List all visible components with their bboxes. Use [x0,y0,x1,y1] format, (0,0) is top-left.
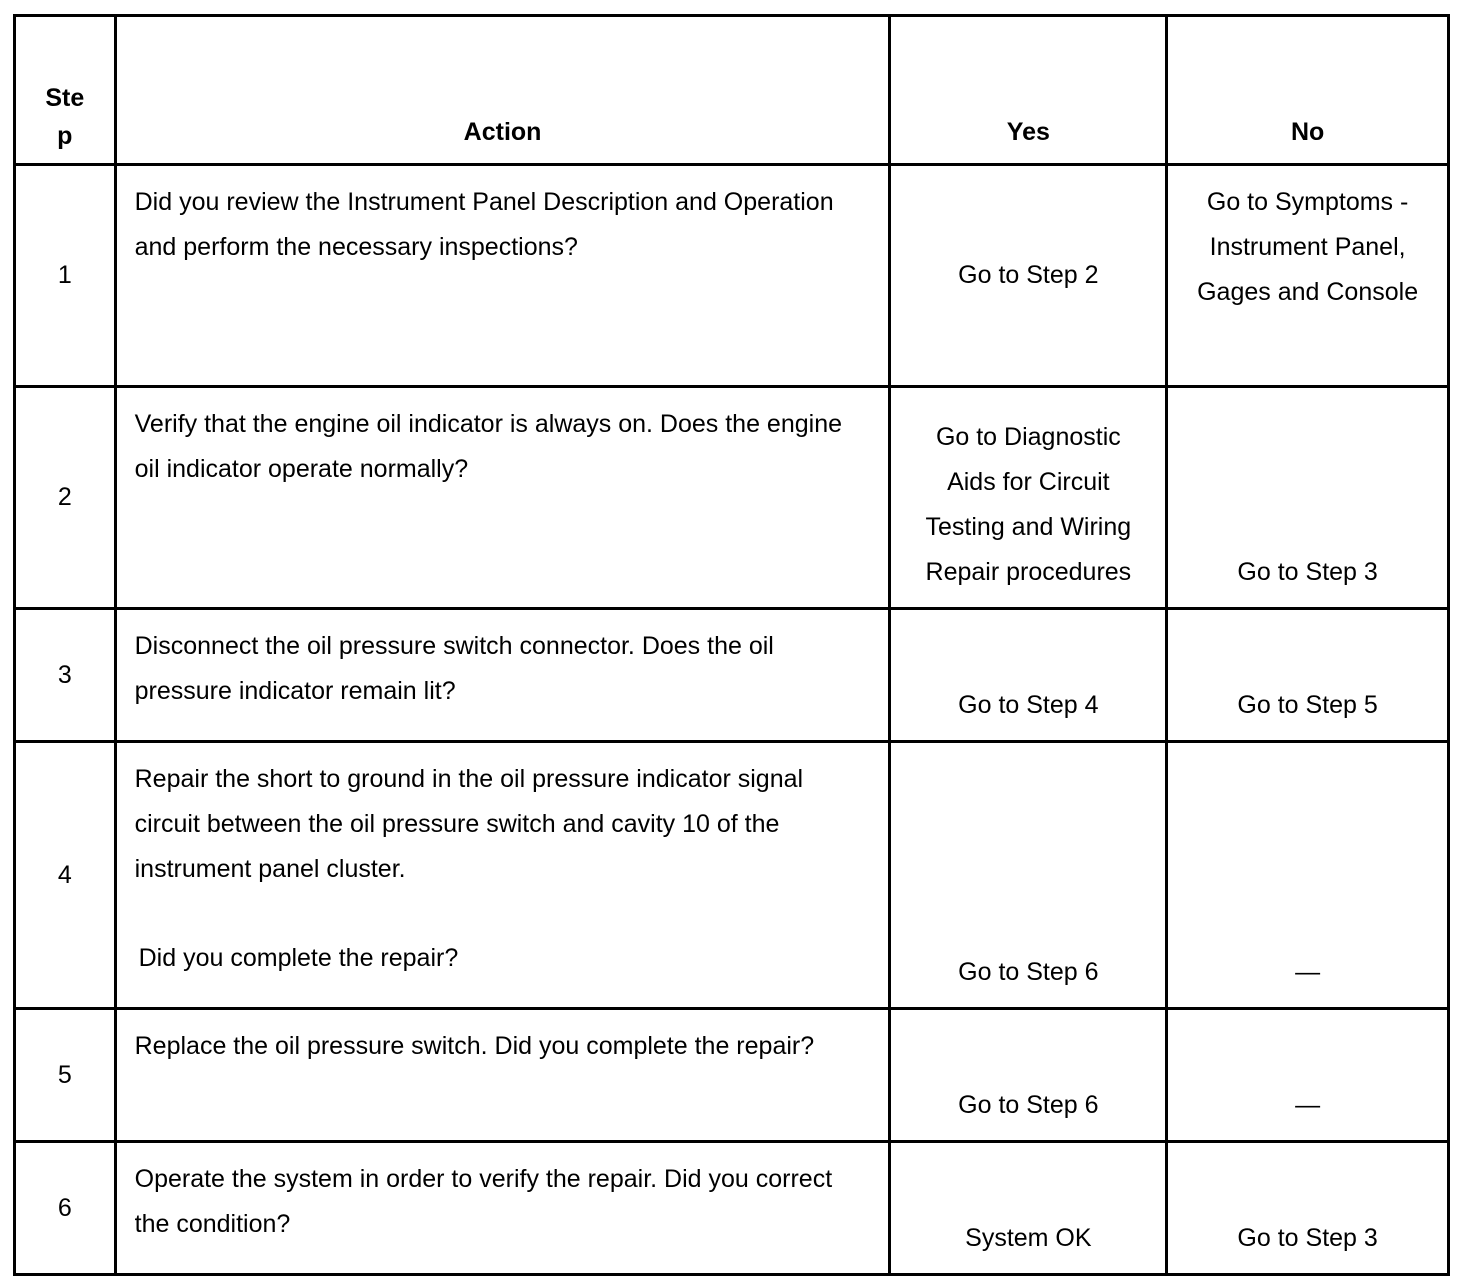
step-number: 1 [15,165,116,387]
yes-result: Go to Diagnostic Aids for Circuit Testing and Wiring Repair procedures [890,387,1167,609]
table-row [15,1142,1449,1275]
no-result: Go to Step 3 [1167,1142,1449,1275]
table-row [15,742,1449,1009]
action-text: Operate the system in order to verify the repair. Did you correct the condition? [115,1142,890,1275]
table-header-row [15,16,1449,165]
table-row [15,609,1449,742]
no-result: — [1167,1009,1449,1142]
table-row [15,165,1449,387]
action-text: Repair the short to ground in the oil pressure indicator signal circuit between the oil pressure switch and cavity 10 of the instrument panel cluster. [134,765,804,883]
no-result: Go to Step 3 [1167,387,1449,609]
step-number: 3 [15,609,116,742]
header-action: Action [115,16,890,165]
action-cell [115,742,890,1009]
action-text: Replace the oil pressure switch. Did you complete the repair? [115,1009,890,1142]
header-step: Step [15,16,116,165]
action-text: Did you review the Instrument Panel Description and Operation and perform the necessary inspections? [115,165,890,387]
table-row [15,387,1449,609]
header-no: No [1167,16,1449,165]
no-result: Go to Symptoms - Instrument Panel, Gages and Console [1167,165,1449,387]
table-row [15,1009,1449,1142]
step-number: 2 [15,387,116,609]
diagnostic-table [13,14,1450,1276]
step-number: 6 [15,1142,116,1275]
header-yes: Yes [890,16,1167,165]
yes-result: Go to Step 2 [890,165,1167,387]
yes-result: Go to Step 6 [890,1009,1167,1142]
step-number: 5 [15,1009,116,1142]
no-result: — [1167,742,1449,1009]
step-number: 4 [15,742,116,1009]
action-text: Verify that the engine oil indicator is always on. Does the engine oil indicator operate normally? [115,387,890,609]
action-question: Did you complete the repair? [138,944,459,972]
yes-result: Go to Step 4 [890,609,1167,742]
yes-result: Go to Step 6 [890,742,1167,1009]
action-text: Disconnect the oil pressure switch connector. Does the oil pressure indicator remain lit? [115,609,890,742]
yes-result: System OK [890,1142,1167,1275]
no-result: Go to Step 5 [1167,609,1449,742]
